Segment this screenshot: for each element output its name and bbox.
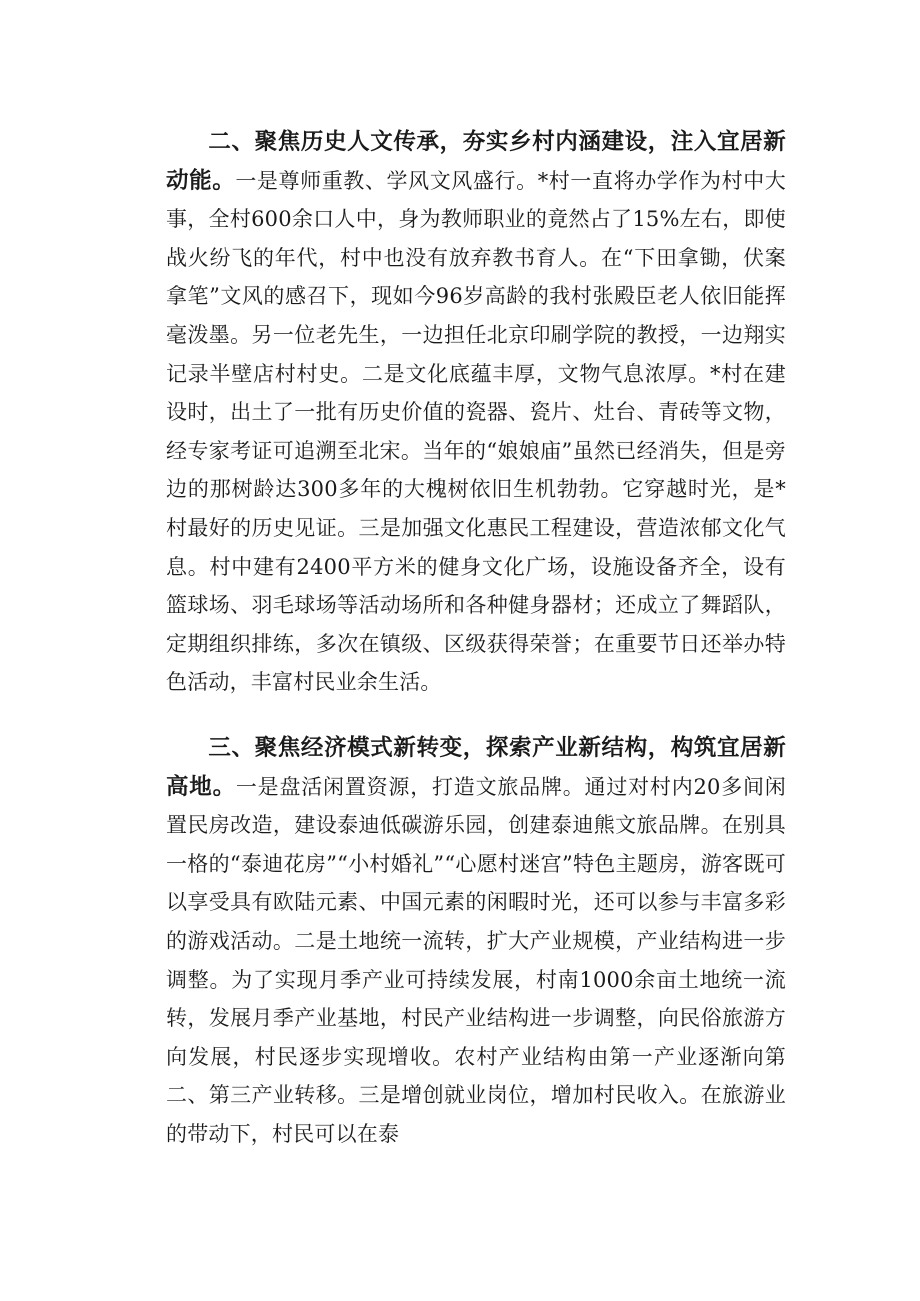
- paragraph-section-two: [166, 123, 786, 702]
- paragraph-section-three: [166, 729, 786, 1154]
- section-three-heading: 三、聚焦经济模式新转变，探索产业新结构，构筑宜居新高地。: [166, 735, 786, 800]
- section-two-body: 一是尊师重教、学风文风盛行。*村一直将办学作为村中大事，全村600余口人中，身为教师职业的竟然占了15%左右，即使战火纷飞的年代，村中也没有放弃教书育人。在“下田拿锄，伏案拿笔”文风的感召下，现如今96岁高龄的我村张殿臣老人依旧能挥毫泼墨。另一位老先生，一边担任北京印刷学院的教授，一边翔实记录半壁店村村史。二是文化底蕴丰厚，文物气息浓厚。*村在建设时，出土了一批有历史价值的瓷器、瓷片、灶台、青砖等文物，经专家考证可追溯至北宋。当年的“娘娘庙”虽然已经消失，但是旁边的那树龄达300多年的大槐树依旧生机勃勃。它穿越时光，是*村最好的历史见证。三是加强文化惠民工程建设，营造浓郁文化气息。村中建有2400平方米的健身文化广场，设施设备齐全，设有篮球场、羽毛球场等活动场所和各种健身器材；还成立了舞蹈队，定期组织排练，多次在镇级、区级获得荣誉；在重要节日还举办特色活动，丰富村民业余生活。: [166, 168, 786, 695]
- section-three-body: 一是盘活闲置资源，打造文旅品牌。通过对村内20多间闲置民房改造，建设泰迪低碳游乐园，创建泰迪熊文旅品牌。在别具一格的“泰迪花房”“小村婚礼”“心愿村迷宫”特色主题房，游客既可以享受具有欧陆元素、中国元素的闲暇时光，还可以参与丰富多彩的游戏活动。二是土地统一流转，扩大产业规模，产业结构进一步调整。为了实现月季产业可持续发展，村南1000余亩土地统一流转，发展月季产业基地，村民产业结构进一步调整，向民俗旅游方向发展，村民逐步实现增收。农村产业结构由第一产业逐渐向第二、第三产业转移。三是增创就业岗位，增加村民收入。在旅游业的带动下，村民可以在泰: [166, 774, 786, 1146]
- section-two-heading: 二、聚焦历史人文传承，夯实乡村内涵建设，注入宜居新动能。: [166, 129, 786, 194]
